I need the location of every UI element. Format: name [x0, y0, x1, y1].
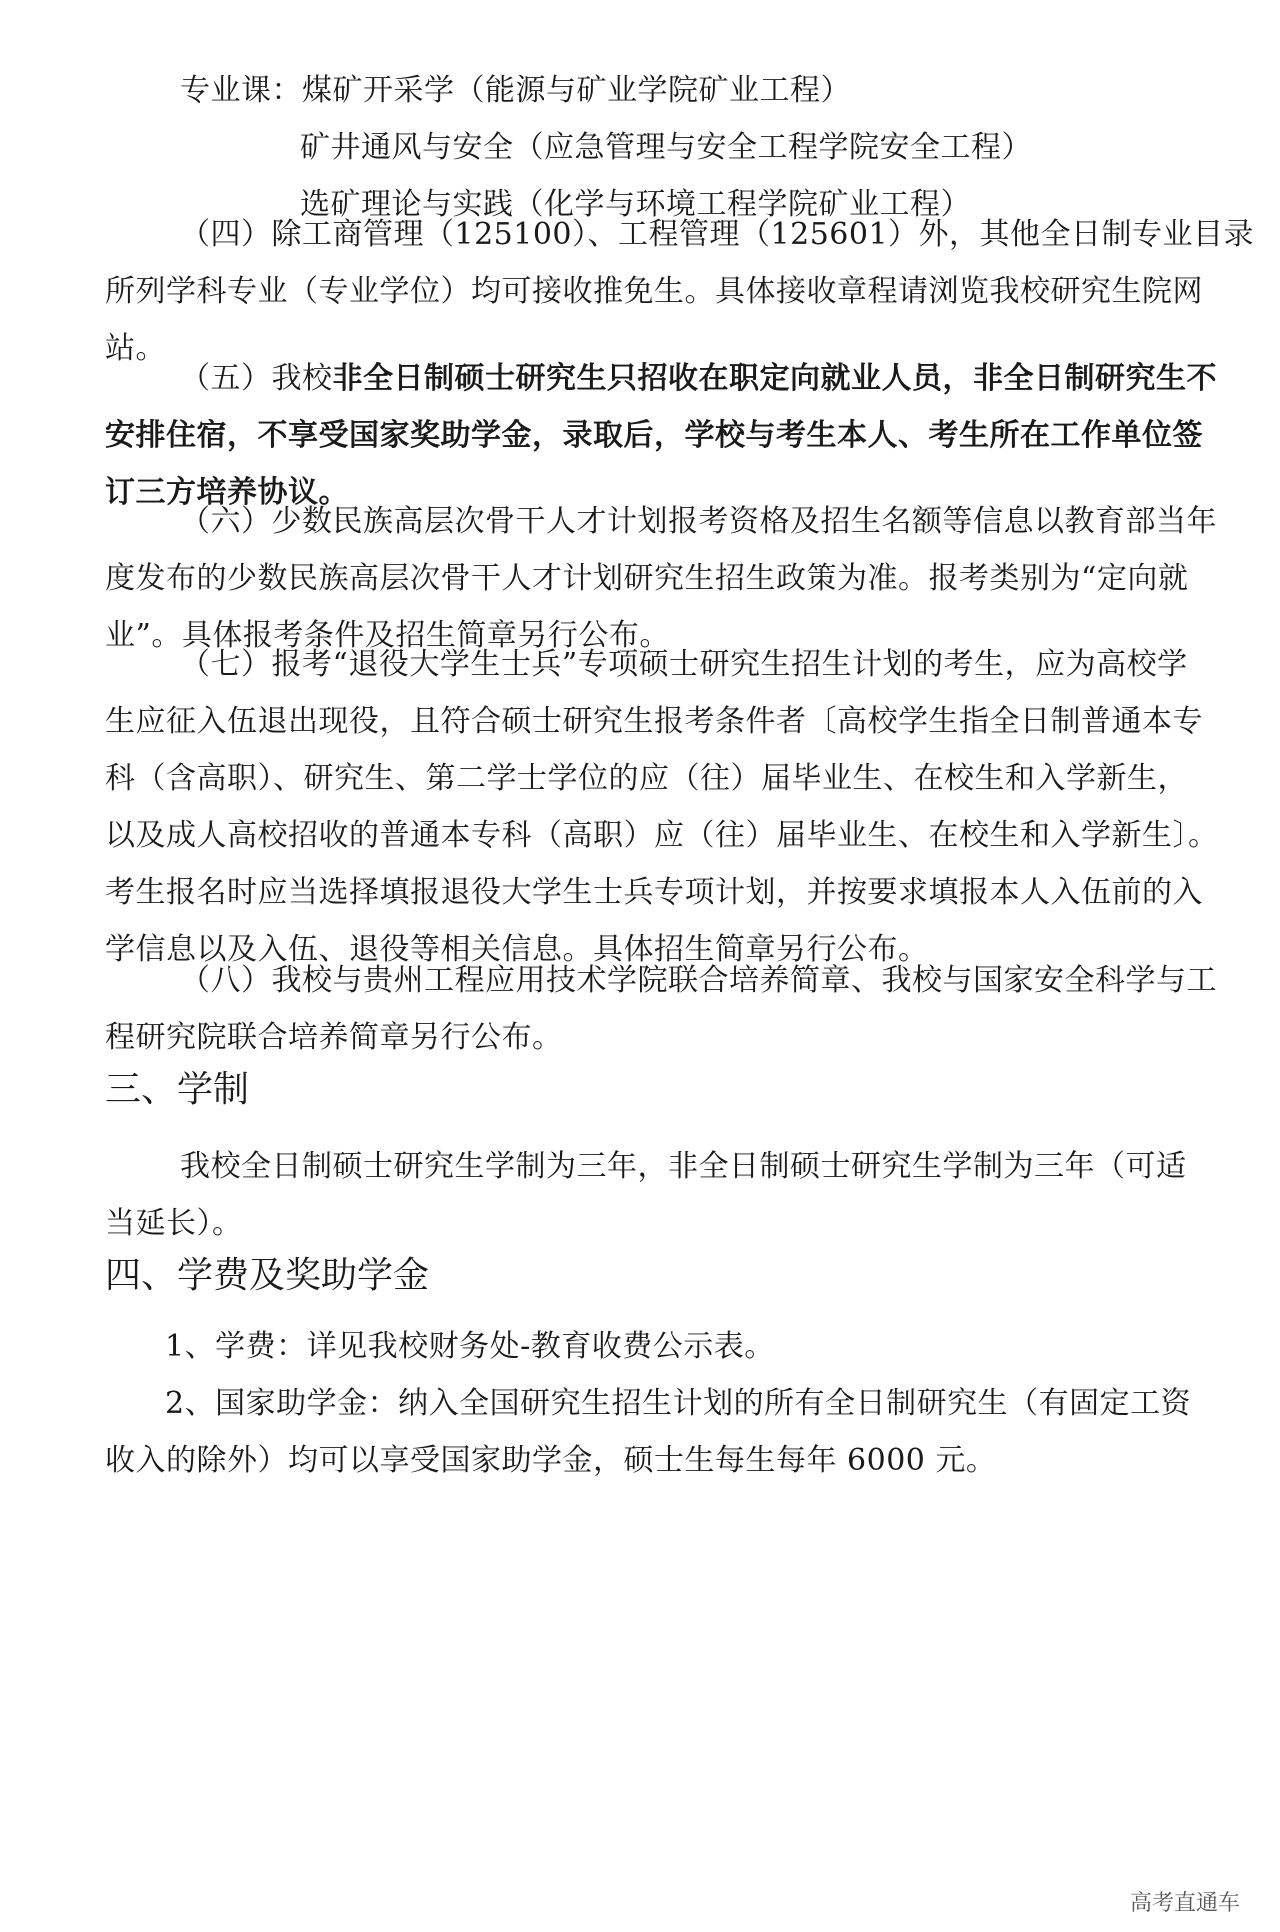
- paragraph-8-line-1: （八）我校与贵州工程应用技术学院联合培养简章、我校与国家安全科学与工: [180, 963, 1217, 998]
- paragraph-5-line-1: [105, 350, 1217, 407]
- paragraph-7-line-1: （七）报考“退役大学生士兵”专项硕士研究生招生计划的考生，应为高校学: [180, 647, 1188, 682]
- majors-course-line-1: [105, 62, 1165, 119]
- paragraph-4-line-2: 所列学科专业（专业学位）均可接收推免生。具体接收章程请浏览我校研究生院网: [105, 274, 1203, 309]
- watermark-text: 高考直通车: [1129, 1891, 1240, 1916]
- paragraph-4-line-3: 站。: [105, 331, 166, 366]
- paragraph-8: [105, 952, 1217, 1066]
- section-3-line-1: 我校全日制硕士研究生学制为三年，非全日制硕士研究生学制为三年（可适: [180, 1149, 1187, 1184]
- section-4-item-2-line-1: 2、国家助学金：纳入全国研究生招生计划的所有全日制研究生（有固定工资: [165, 1386, 1192, 1421]
- section-4-heading: 四、学费及奖助学金: [105, 1255, 430, 1296]
- course-1: 煤矿开采学（能源与矿业学院矿业工程）: [302, 73, 851, 108]
- paragraph-6-line-2: 度发布的少数民族高层次骨干人才计划研究生招生政策为准。报考类别为“定向就: [105, 561, 1189, 596]
- course-3: 选矿理论与实践（化学与环境工程学院矿业工程）: [300, 187, 971, 222]
- paragraph-5-line-2: 安排住宿，不享受国家奖助学金，录取后，学校与考生本人、考生所在工作单位签: [105, 418, 1203, 453]
- section-4-body: [105, 1318, 1192, 1489]
- section-4-item-1: 1、学费：详见我校财务处-教育收费公示表。: [165, 1329, 775, 1364]
- section-3-body: [105, 1138, 1187, 1252]
- paragraph-7-line-4: 以及成人高校招收的普通本专科（高职）应（往）届毕业生、在校生和入学新生〕。: [105, 818, 1219, 853]
- section-3-heading: 三、学制: [105, 1069, 250, 1110]
- paragraph-7: [105, 636, 1219, 978]
- paragraph-6-line-3: 业”。具体报考条件及招生简章另行公布。: [105, 618, 670, 653]
- paragraph-7-line-6: 学信息以及入伍、退役等相关信息。具体招生简章另行公布。: [105, 932, 929, 967]
- section-4-item-2-line-2: 收入的除外）均可以享受国家助学金，硕士生每生每年 6000 元。: [105, 1443, 997, 1478]
- majors-label: 专业课：: [180, 73, 302, 108]
- section-3-line-2: 当延长）。: [105, 1206, 243, 1241]
- paragraph-5-bold-text: 非全日制硕士研究生只招收在职定向就业人员，非全日制研究生不: [332, 361, 1217, 396]
- paragraph-6-line-1: （六）少数民族高层次骨干人才计划报考资格及招生名额等信息以教育部当年: [180, 504, 1217, 539]
- paragraph-8-line-2: 程研究院联合培养简章另行公布。: [105, 1020, 563, 1055]
- paragraph-7-line-2: 生应征入伍退出现役，且符合硕士研究生报考条件者〔高校学生指全日制普通本专: [105, 704, 1203, 739]
- paragraph-5-line-3: 订三方培养协议。: [105, 475, 349, 510]
- paragraph-5-prefix: （五）我校: [180, 361, 333, 396]
- paragraph-4-line-1: （四）除工商管理（125100）、工程管理（125601）外，其他全日制专业目录: [180, 217, 1255, 252]
- course-2: 矿井通风与安全（应急管理与安全工程学院安全工程）: [300, 130, 1032, 165]
- paragraph-7-line-5: 考生报名时应当选择填报退役大学生士兵专项计划，并按要求填报本人入伍前的入: [105, 875, 1203, 910]
- paragraph-7-line-3: 科（含高职）、研究生、第二学士学位的应（往）届毕业生、在校生和入学新生，: [105, 761, 1188, 796]
